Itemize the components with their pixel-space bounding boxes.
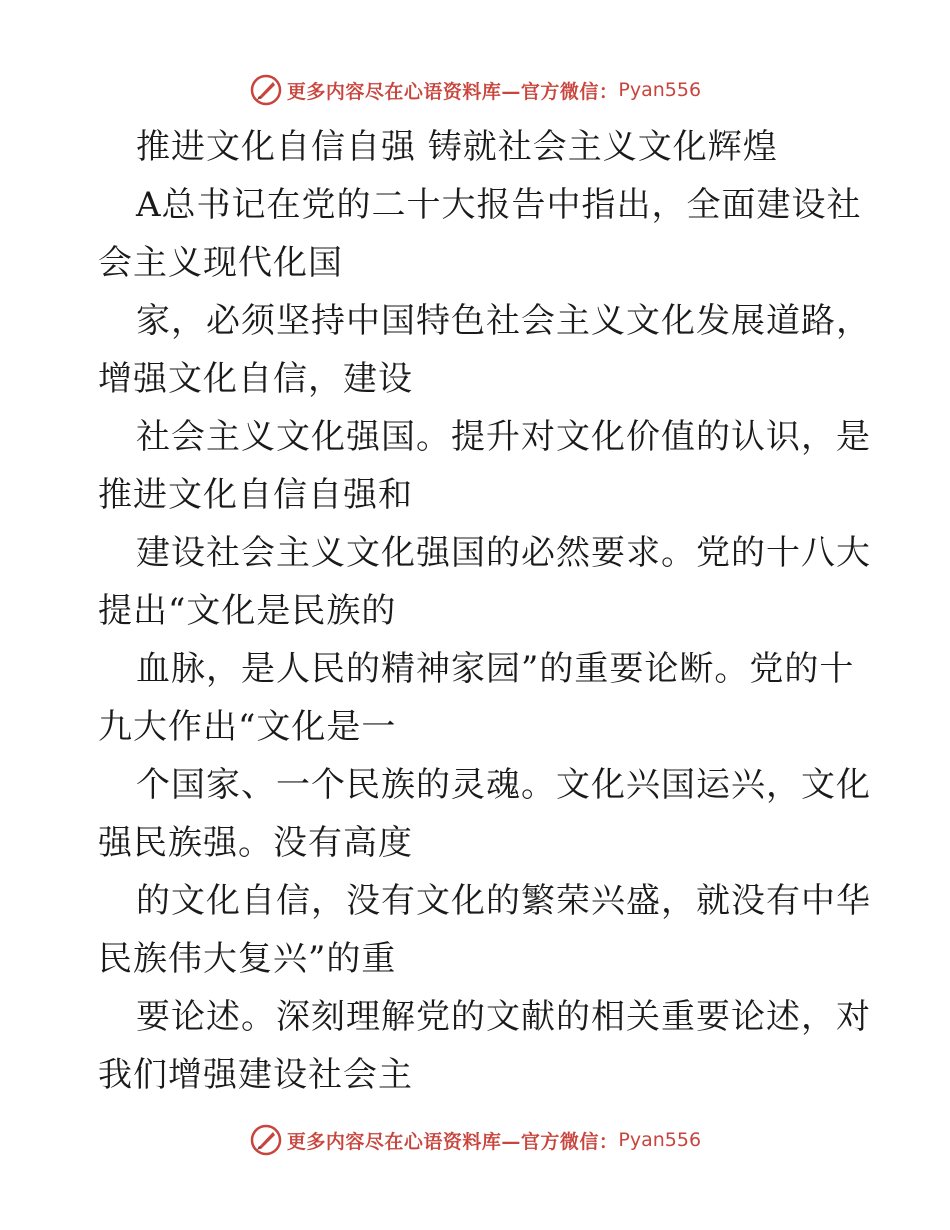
text-line: 增强文化自信，建设	[98, 359, 413, 399]
banner-text: 更多内容尽在心语资料库—官方微信：	[286, 80, 619, 103]
text-line: 推进文化自信自强和	[98, 475, 413, 515]
text-line: 我们增强建设社会主	[98, 1055, 413, 1095]
banner-wechat-id: Pyan556	[618, 79, 702, 101]
footer-banner	[0, 1120, 950, 1160]
text-line: A总书记在党的二十大报告中指出，全面建设社	[136, 185, 862, 225]
header-banner	[0, 70, 950, 110]
banner-text: 更多内容尽在心语资料库—官方微信：	[286, 1130, 619, 1153]
text-line: 提出“文化是民族的	[98, 591, 397, 631]
text-line: 建设社会主义文化强国的必然要求。党的十八大	[136, 533, 871, 573]
banner-wechat-id: Pyan556	[618, 1129, 702, 1151]
text-line: 家，必须坚持中国特色社会主义文化发展道路，	[136, 301, 871, 341]
text-line: 个国家、一个民族的灵魂。文化兴国运兴，文化	[136, 765, 871, 805]
text-line: 会主义现代化国	[98, 243, 343, 283]
text-line: 民族伟大复兴”的重	[98, 939, 397, 979]
text-line: 九大作出“文化是一	[98, 707, 397, 747]
quill-pen-logo-icon	[249, 1123, 283, 1157]
document-title: 推进文化自信自强 铸就社会主义文化辉煌	[136, 127, 778, 167]
text-line: 强民族强。没有高度	[98, 823, 413, 863]
text-line: 血脉，是人民的精神家园”的重要论断。党的十	[136, 649, 855, 689]
quill-pen-logo-icon	[249, 73, 283, 107]
text-line: 的文化自信，没有文化的繁荣兴盛，就没有中华	[136, 881, 871, 921]
document-body	[98, 118, 871, 1104]
text-line: 社会主义文化强国。提升对文化价值的认识，是	[136, 417, 871, 457]
text-line: 要论述。深刻理解党的文献的相关重要论述，对	[136, 997, 871, 1037]
